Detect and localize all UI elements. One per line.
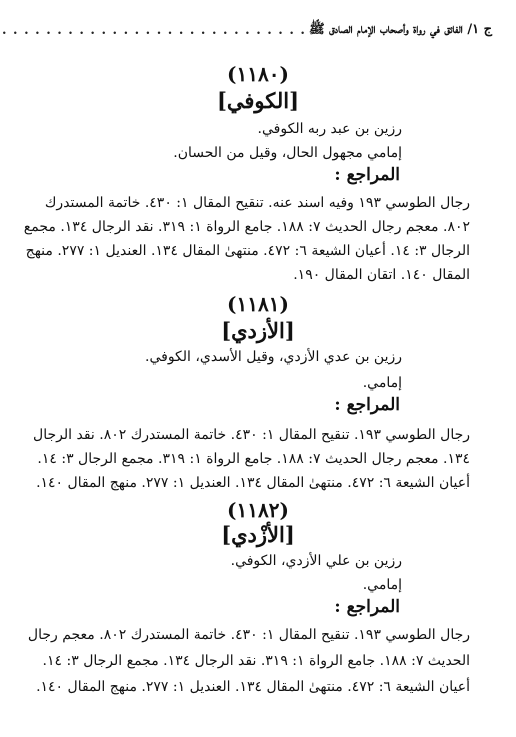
reference-line: ٨٠٢. معجم رجال الحديث ٧: ١٨٨. جامع الرواة ١: ٣١٩. نقد الرجال ١٣٤. مجمع bbox=[23, 219, 470, 235]
reference-line: الحديث ٧: ١٨٨. جامع الرواة ١: ٣١٩. نقد الرجال ١٣٤. مجمع الرجال ٣: ١٤. bbox=[42, 653, 470, 669]
narrator-name: رزين بن علي الأزدي، الكوفي. bbox=[230, 553, 402, 569]
reference-line: رجال الطوسي ١٩٣. تنقيح المقال ١: ٤٣٠. خاتمة المستدرك ٨٠٢. معجم رجال bbox=[27, 627, 470, 643]
reference-line: رجال الطوسي ١٩٣. تنقيح المقال ١: ٤٣٠. خاتمة المستدرك ٨٠٢. نقد الرجال bbox=[33, 427, 470, 443]
reference-line: أعيان الشيعة ٦: ٤٧٢. منتهىٰ المقال ١٣٤. العنديل ١: ٢٧٧. منهج المقال ١٤٠. bbox=[36, 475, 470, 491]
reference-line: رجال الطوسي ١٩٣ وفيه اسند عنه. تنقيح المقال ١: ٤٣٠. خاتمة المستدرك bbox=[44, 195, 470, 211]
header-title bbox=[309, 21, 492, 40]
narrator-status: إمامي مجهول الحال، وقيل من الحسان. bbox=[173, 145, 402, 161]
narrator-name: رزين بن عدي الأزدي، وقيل الأسدي، الكوفي. bbox=[145, 349, 402, 365]
references-heading: المراجع : bbox=[334, 597, 400, 617]
narrator-status: إمامي. bbox=[362, 577, 402, 593]
entry-number: (١١٨٠) bbox=[227, 62, 289, 86]
reference-line: ١٣٤. معجم رجال الحديث ٧: ١٨٨. جامع الرواة ١: ٣١٩. مجمع الرجال ٣: ١٤. bbox=[37, 451, 470, 467]
header-leader-dots: . . . . . . . . . . . . . . . . . . . . . . . . . . . . bbox=[2, 22, 306, 38]
reference-line: أعيان الشيعة ٦: ٤٧٢. منتهىٰ المقال ١٣٤. العنديل ١: ٢٧٧. منهج المقال ١٤٠. bbox=[36, 679, 470, 695]
entry-tribe-heading: [الأزدي] bbox=[221, 318, 295, 343]
entry-number: (١١٨٢) bbox=[227, 498, 289, 522]
references-heading: المراجع : bbox=[334, 395, 400, 415]
references-heading: المراجع : bbox=[334, 165, 400, 185]
reference-line: المقال ١٤٠. اتقان المقال ١٩٠. bbox=[293, 267, 470, 283]
reference-line: الرجال ٣: ١٤. أعيان الشيعة ٦: ٤٧٢. منتهىٰ المقال ١٣٤. العنديل ١: ٢٧٧. منهج bbox=[25, 243, 470, 259]
header-book-title: الفائق في رواة وأصحاب الإمام الصادق ﷺ bbox=[308, 21, 463, 37]
narrator-status: إمامي. bbox=[362, 375, 402, 391]
narrator-name: رزين بن عبد ربه الكوفي. bbox=[257, 121, 402, 137]
entry-number: (١١٨١) bbox=[227, 292, 289, 316]
entry-tribe-heading: [الكوفي] bbox=[216, 88, 300, 113]
running-header bbox=[2, 20, 492, 40]
entry-tribe-heading: [الأزْدي] bbox=[221, 522, 295, 547]
header-volume: ج ١/ bbox=[467, 21, 492, 37]
